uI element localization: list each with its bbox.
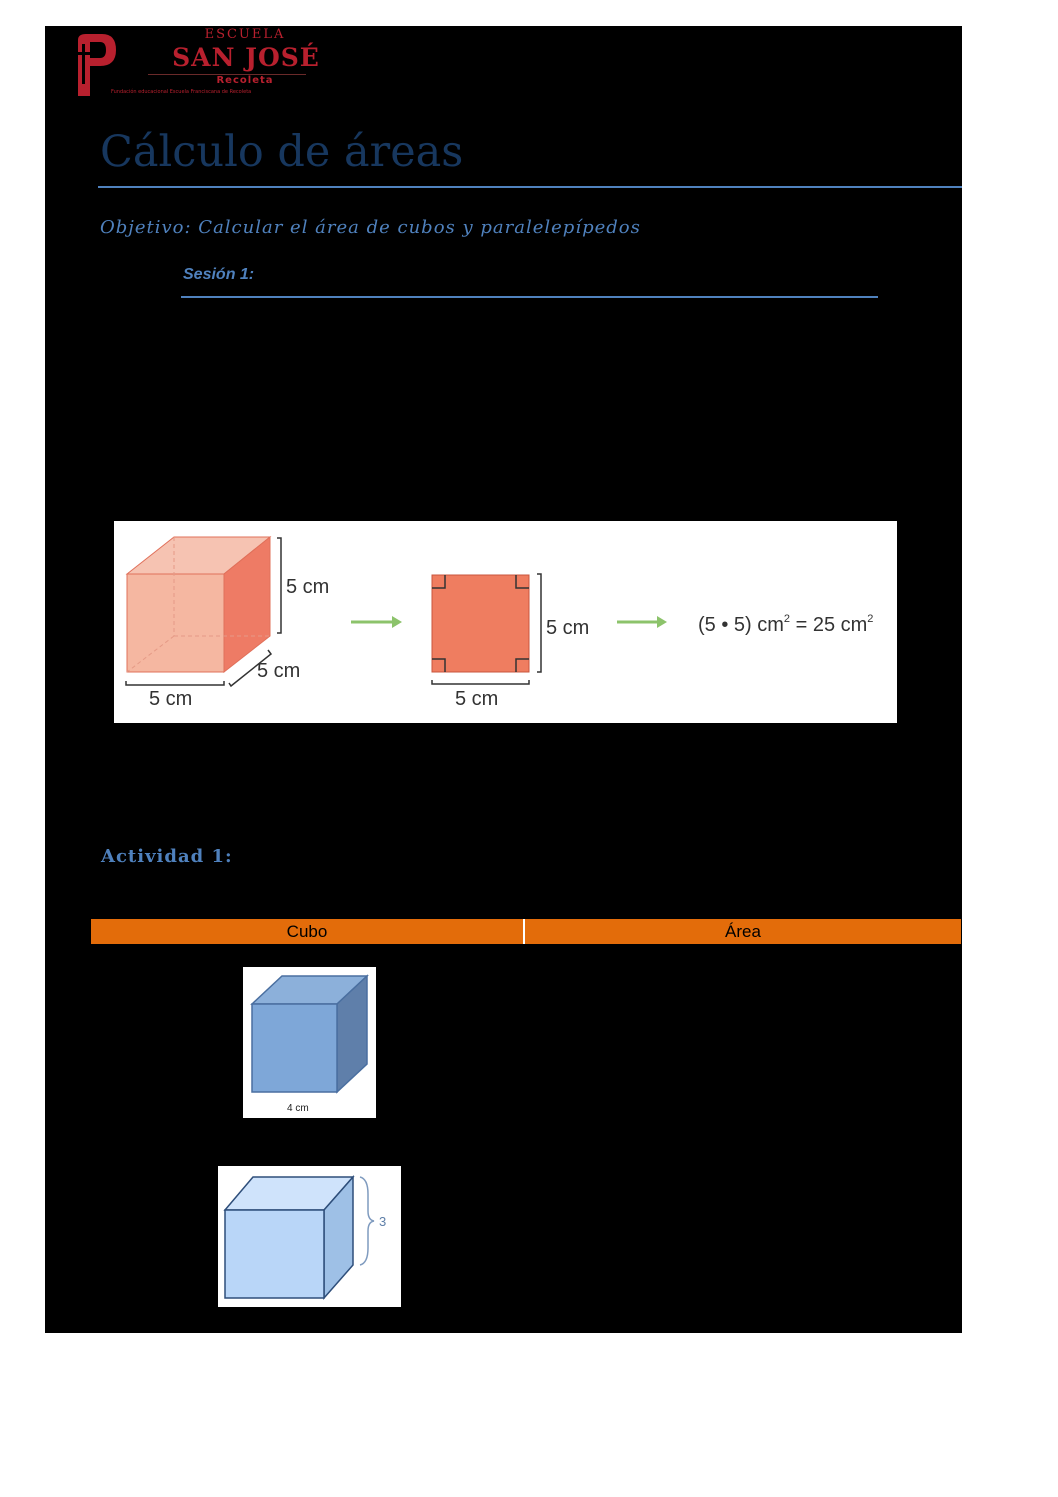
cube-height-label: 5 cm xyxy=(286,576,330,598)
activity-heading: Actividad 1: xyxy=(101,846,233,867)
formula-exponent: 2 xyxy=(867,613,874,625)
square-width-label: 5 cm xyxy=(455,688,499,710)
school-line3: Recoleta xyxy=(216,75,274,86)
cube-image-1 xyxy=(243,967,376,1118)
square-height-label: 5 cm xyxy=(546,617,590,639)
cube1-edge-label: 4 cm xyxy=(287,1103,309,1114)
cube-depth-label: 5 cm xyxy=(257,660,301,682)
cube2-edge-label: 3 xyxy=(379,1214,387,1229)
formula-result: = 25 cm xyxy=(790,614,868,636)
document-page xyxy=(45,26,962,1333)
school-line1: ESCUELA xyxy=(204,27,286,42)
activity-table-header xyxy=(91,919,961,944)
formula-exponent: 2 xyxy=(783,613,791,625)
cube-area-example-figure xyxy=(114,521,897,723)
cube-image-2 xyxy=(218,1166,401,1307)
page-title: Cálculo de áreas xyxy=(100,127,464,177)
title-divider xyxy=(98,186,962,188)
arrow-icon xyxy=(392,616,402,628)
objective-text: Objetivo: Calcular el área de cubos y paralelepípedos xyxy=(100,217,641,238)
school-foundation: Fundación educacional Escuela Franciscana de Recoleta xyxy=(111,89,252,95)
cube-width-label: 5 cm xyxy=(149,688,193,710)
session-heading: Sesión 1: xyxy=(183,266,255,283)
school-name: SAN JOSÉ xyxy=(172,43,320,72)
session-divider xyxy=(181,296,878,298)
area-formula xyxy=(698,613,873,636)
cube-front-face xyxy=(127,574,224,672)
formula-prefix: (5 • 5) cm xyxy=(698,614,784,636)
arrow-icon xyxy=(657,616,667,628)
column-header-area: Área xyxy=(725,922,761,941)
column-header-cubo: Cubo xyxy=(91,919,525,944)
square-face xyxy=(432,575,529,672)
